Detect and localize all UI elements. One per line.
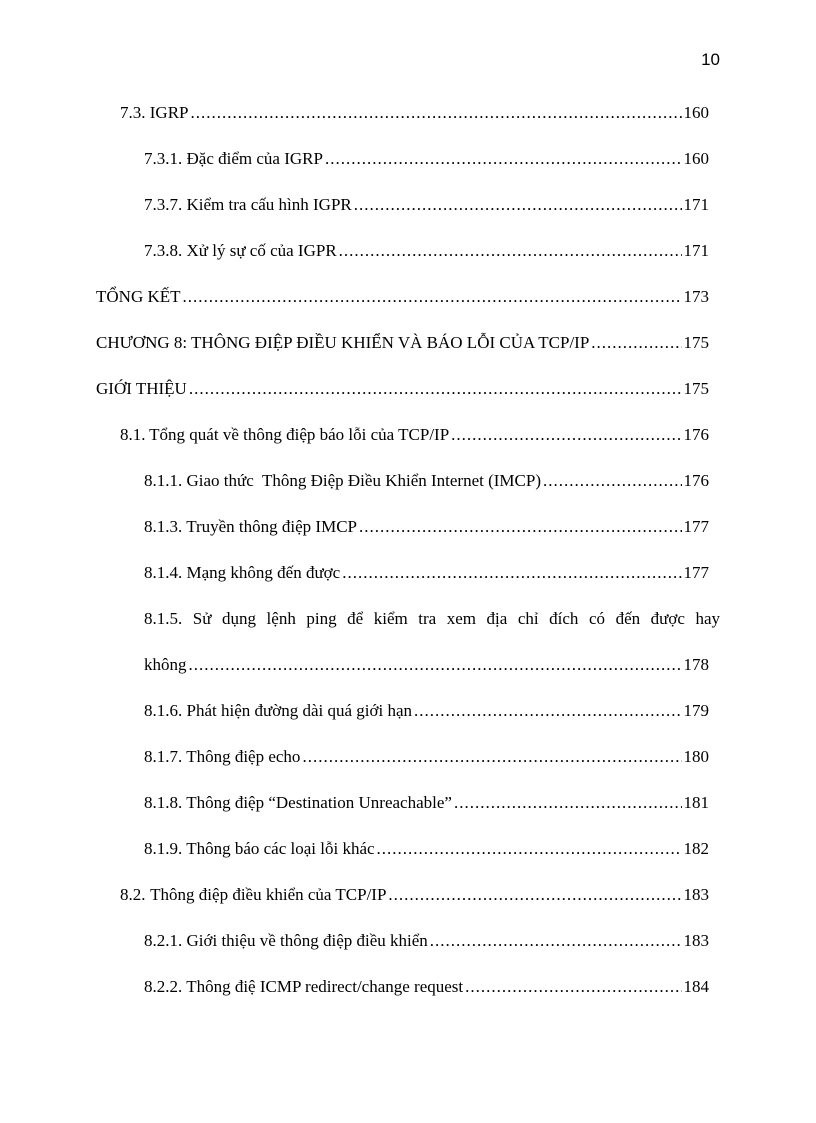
toc-entry-label: 7.3.8. Xử lý sự cố của IGPR (144, 241, 337, 260)
toc-entry-label: 8.1.6. Phát hiện đường dài quá giới hạn (144, 701, 412, 720)
toc-entry-page: 182 (683, 839, 709, 858)
toc-entry-page: 181 (683, 793, 709, 812)
toc-leader-dots (339, 236, 682, 266)
toc-leader-dots (189, 650, 682, 680)
toc-entry-label: GIỚI THIỆU (96, 379, 187, 398)
page-number: 10 (701, 50, 720, 69)
toc-entry-label: 7.3.1. Đặc điểm của IGRP (144, 149, 323, 168)
toc-leader-dots (377, 834, 682, 864)
toc-leader-dots (465, 972, 681, 1002)
toc-entry-label: TỔNG KẾT (96, 287, 181, 306)
toc-entry-label: 8.2.2. Thông điệ ICMP redirect/change request (144, 977, 464, 996)
toc-leader-dots (591, 328, 681, 358)
toc-entry[interactable] (96, 282, 709, 312)
toc-entry[interactable] (144, 926, 709, 956)
toc-entry-label: 8.1.7. Thông điệp echo (144, 747, 301, 766)
toc-entry[interactable] (120, 98, 709, 128)
toc-entry-label: Tổng quát về thông điệp báo lỗi của TCP/IP (149, 425, 450, 444)
toc-leader-dots (183, 282, 682, 312)
toc-entry-page: 179 (683, 701, 709, 720)
toc-entry[interactable] (120, 880, 709, 910)
toc-leader-dots (414, 696, 682, 726)
toc-entry[interactable] (144, 466, 709, 496)
toc-entry-label: 7.3.7. Kiểm tra cấu hình IGPR (144, 195, 352, 214)
toc-entry-label: 8.1.9. Thông báo các loại lỗi khác (144, 839, 375, 858)
toc-entry-page: 177 (683, 563, 709, 582)
toc-entry-label: 8.1.1. Giao thức Thông Điệp Điều Khiển Internet (IMCP) (144, 471, 541, 490)
toc-entry-label: 8.2.1. Giới thiệu về thông điệp điều khiển (144, 931, 428, 950)
toc-entry[interactable] (96, 328, 709, 358)
toc-entry-label: 8.1.8. Thông điệp “Destination Unreachable” (144, 793, 452, 812)
toc-leader-dots (325, 144, 682, 174)
toc-entry[interactable] (144, 972, 709, 1002)
toc-entry-number: 8.2. (120, 885, 146, 904)
toc-entry[interactable] (144, 236, 709, 266)
toc-entry[interactable] (144, 190, 709, 220)
toc-entry-page: 184 (683, 977, 709, 996)
toc-entry-label-line1[interactable]: 8.1.5. Sử dụng lệnh ping để kiểm tra xem địa chỉ đích có đến được hay (144, 609, 720, 628)
toc-entry[interactable] (120, 420, 709, 450)
toc-leader-dots (302, 742, 681, 772)
toc-leader-dots (430, 926, 682, 956)
toc-entry[interactable] (144, 788, 709, 818)
toc-entry-label: 7.3. IGRP (120, 103, 189, 122)
toc-entry-label: 8.1.4. Mạng không đến được (144, 563, 341, 582)
toc-leader-dots (189, 374, 682, 404)
toc-entry-page: 183 (683, 931, 709, 950)
toc-leader-dots (354, 190, 682, 220)
toc-entry[interactable] (144, 558, 709, 588)
toc-entry-page: 160 (683, 103, 709, 122)
toc-entry-number: 8.1. (120, 425, 146, 444)
toc-leader-dots (543, 466, 682, 496)
toc-entry[interactable] (144, 834, 709, 864)
toc-entry-page: 183 (683, 885, 709, 904)
toc-leader-dots (359, 512, 682, 542)
toc-entry[interactable] (144, 144, 709, 174)
toc-entry-label: 8.1.3. Truyền thông điệp IMCP (144, 517, 357, 536)
toc-entry-page: 177 (683, 517, 709, 536)
toc-entry-page: 171 (683, 241, 709, 260)
toc-leader-dots (190, 98, 681, 128)
toc-leader-dots (454, 788, 682, 818)
toc-leader-dots (388, 880, 681, 910)
toc-entry[interactable] (144, 650, 709, 680)
toc-entry[interactable] (96, 374, 709, 404)
toc-leader-dots (342, 558, 681, 588)
toc-entry-page: 160 (683, 149, 709, 168)
toc-entry-page: 175 (683, 333, 709, 352)
toc-leader-dots (451, 420, 681, 450)
toc-entry[interactable] (144, 512, 709, 542)
toc-entry-page: 176 (683, 425, 709, 444)
toc-entry-page: 180 (683, 747, 709, 766)
toc-entry-page: 175 (683, 379, 709, 398)
toc-entry[interactable] (144, 742, 709, 772)
toc-entry-label: không (144, 655, 187, 674)
toc-entry-page: 173 (683, 287, 709, 306)
toc-entry[interactable] (144, 696, 709, 726)
toc-entry-page: 178 (683, 655, 709, 674)
toc-entry-label: Thông điệp điều khiển của TCP/IP (150, 885, 387, 904)
toc-entry-page: 171 (683, 195, 709, 214)
toc-entry-page: 176 (683, 471, 709, 490)
toc-entry-label: CHƯƠNG 8: THÔNG ĐIỆP ĐIỀU KHIỂN VÀ BÁO LỖI CỦA TCP/IP (96, 333, 590, 352)
